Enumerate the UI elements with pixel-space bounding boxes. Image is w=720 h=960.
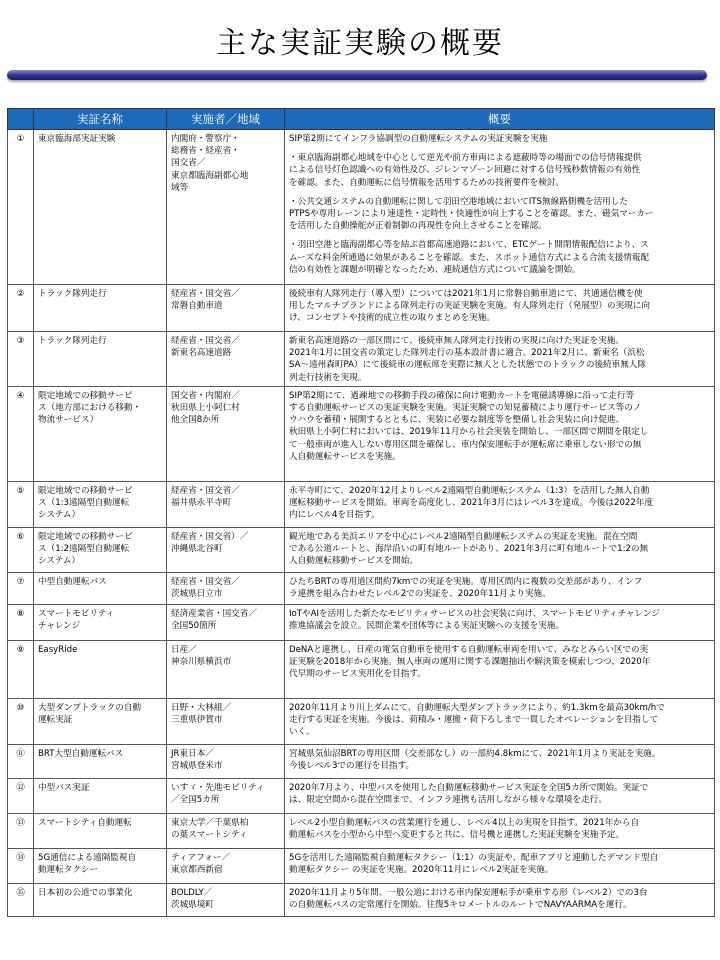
summary-line: 動運転バスを小型から中型へ変更すると共に、信号機と連携した実証実験を実施予定。 xyxy=(289,830,625,841)
row-number: ⑭ xyxy=(8,848,34,883)
summary-line: 宮城県気仙沼BRTの専用区間（交差部なし）の一部約4.8kmにて、2021年1月より実証を実施。 xyxy=(289,748,661,759)
experiment-name-line: 中型自動運転バス xyxy=(38,576,107,587)
summary-paragraph xyxy=(289,748,710,772)
summary-line: 2020年11月より5年間、一般公道における車内保安運転手が乗車する形（レベル2）での3台 xyxy=(289,887,648,898)
experiment-summary xyxy=(285,813,715,848)
table-row xyxy=(8,527,715,572)
summary-paragraph xyxy=(289,576,710,600)
summary-line: 人自動運転移動サービスを開始。 xyxy=(289,556,418,567)
summary-line: 代早期のサービス実用化を目指す。 xyxy=(289,669,426,680)
summary-line: 動運転タクシー の実証を実施。2020年11月にレベル2実証を実施。 xyxy=(289,865,554,876)
summary-line: SIP第2期にてインフラ協調型の自動運転システムの実証実験を実施 xyxy=(289,134,548,144)
experiment-name-line: 中型バス実証 xyxy=(38,782,90,793)
organization-line: 経産省・国交省）／ xyxy=(171,531,249,542)
organization-region xyxy=(167,883,285,916)
organization-line: 日野・大林組／ xyxy=(171,702,232,713)
summary-line: け、コンセプトや技術的成立性の取りまとめを実施。 xyxy=(289,313,495,324)
organization-line: BOLDLY／ xyxy=(171,887,213,898)
summary-line: 秋田県上小阿仁村においては、2019年11月から社会実装を開始し、一部区間で期間を限定し xyxy=(289,427,649,438)
experiment-name-line: システム） xyxy=(38,556,81,567)
experiment-name-line: ス（地方部における移動・ xyxy=(38,403,142,414)
summary-paragraph xyxy=(289,817,710,841)
organization-region xyxy=(167,572,285,604)
summary-line: 列走行技術を実現。 xyxy=(289,372,367,383)
experiment-name xyxy=(34,332,167,387)
summary-line: 永平寺町にて、2020年12月よりレベル2遠隔型自動運転システム（1:3）を活用した無人自動 xyxy=(289,485,650,496)
organization-region xyxy=(167,640,285,698)
summary-paragraph xyxy=(289,335,710,384)
summary-line: の自動運転バスの定常運行を開始。往復5キロメートルのルートでNAVYAARMAを運行。 xyxy=(289,900,632,911)
summary-line: 内にレベル4を目指す。 xyxy=(289,510,380,521)
summary-paragraph xyxy=(289,644,710,681)
summary-line: SA～遠州森町PA）にて後続車の運転席を実際に無人とした状態でのトラックの後続車無人隊 xyxy=(289,360,646,371)
row-number: ⑩ xyxy=(8,698,34,744)
summary-paragraph xyxy=(289,239,710,276)
experiment-name-line: 限定地域での移動サービ xyxy=(38,531,133,542)
experiment-summary xyxy=(285,848,715,883)
summary-line: を活用した自動操舵が正着制御の再現性を向上させることを確認。 xyxy=(289,221,547,232)
organization-line: 東京都西新宿 xyxy=(171,865,223,876)
experiment-summary xyxy=(285,332,715,387)
row-number: ⑥ xyxy=(8,527,34,572)
header-number xyxy=(8,109,34,130)
organization-region xyxy=(167,813,285,848)
summary-line: ひたちBRTの専用道区間約7kmでの実証を実施。専用区間内に複数の交差部があり、インフ xyxy=(289,576,643,587)
experiment-name xyxy=(34,883,167,916)
experiment-name-line: 動運転タクシー xyxy=(38,865,99,876)
organization-line: 他全国8か所 xyxy=(171,415,220,426)
summary-paragraph xyxy=(289,485,710,522)
organization-line: いすゞ・先進モビリティ xyxy=(171,782,265,793)
experiment-name xyxy=(34,813,167,848)
summary-line: 証実験を2018年から実施。無人車両の運用に関する課題抽出や解決策を模索しつつ、2020年 xyxy=(289,657,651,668)
experiment-summary xyxy=(285,285,715,332)
experiment-summary xyxy=(285,386,715,481)
summary-line: ・公共交通システムの自動運転に関して羽田空港地域においてITS無線路側機を活用した xyxy=(289,196,628,207)
experiment-name xyxy=(34,848,167,883)
organization-line: 国交省／ xyxy=(171,158,206,169)
summary-line: いく。 xyxy=(289,727,315,738)
summary-line: 観光地である美浜エリアを中心にレベル2遠隔型自動運転システムの実証を実施。混在空間 xyxy=(289,531,638,542)
summary-paragraph xyxy=(289,196,710,233)
experiment-name xyxy=(34,640,167,698)
organization-line: 域等 xyxy=(171,182,189,193)
organization-region xyxy=(167,130,285,285)
organization-line: 新東名高速道路 xyxy=(171,348,232,359)
experiment-name xyxy=(34,604,167,640)
organization-line: 経産省・国交省／ xyxy=(171,336,240,346)
summary-line: 新東名高速道路の一部区間にて、後続車無人隊列走行技術の実現に向けた実証を実施。 xyxy=(289,336,624,346)
summary-line: 用したマルチブランドによる隊列走行の実証実験を実施。有人隊列走行（発展型）の実現に向 xyxy=(289,301,650,312)
organization-line: 宮城県登米市 xyxy=(171,761,223,772)
summary-line: ムーズな料金所通過に効果があることを確認。また、スポット通信方式による合流支援情報配 xyxy=(289,252,650,263)
organization-region xyxy=(167,332,285,387)
experiment-name-line: 限定地域での移動サービ xyxy=(38,485,133,496)
experiment-name xyxy=(34,285,167,332)
experiment-name-line: スマートシティ自動運転 xyxy=(38,817,132,828)
experiment-name-line: 東京臨海部実証実験 xyxy=(38,134,116,144)
experiment-name xyxy=(34,778,167,813)
experiment-name-line: トラック隊列走行 xyxy=(38,336,107,346)
summary-paragraph xyxy=(289,702,710,739)
summary-line: SIP第2期にて、過疎地での移動手段の確保に向け電動カートを電磁誘導線に沿って走行等 xyxy=(289,390,635,401)
experiment-name xyxy=(34,527,167,572)
row-number: ⑦ xyxy=(8,572,34,604)
table-row xyxy=(8,640,715,698)
summary-line: する自動運転サービスの実証実験を実施。実証実験での知見蓄積により運行サービス等のノ xyxy=(289,403,642,414)
row-number: ⑫ xyxy=(8,778,34,813)
row-number: ③ xyxy=(8,332,34,387)
experiment-name-line: EasyRide xyxy=(38,644,78,655)
experiment-name xyxy=(34,386,167,481)
organization-region xyxy=(167,386,285,481)
organization-line: 経産省・国交省／ xyxy=(171,289,240,299)
summary-paragraph xyxy=(289,288,710,325)
experiment-name xyxy=(34,572,167,604)
row-number: ⑬ xyxy=(8,813,34,848)
organization-line: ティアフォー／ xyxy=(171,852,231,863)
summary-line: ・羽田空港と臨海副都心等を結ぶ首都高速道路において、ETCゲート開閉情報配信により、ス xyxy=(289,240,649,251)
summary-line: は、限定空間から混在空間まで、インフラ連携も活用しながら様々な環境を走行。 xyxy=(289,795,607,806)
organization-line: JR東日本／ xyxy=(171,748,214,759)
summary-paragraph xyxy=(289,887,710,911)
summary-paragraph xyxy=(289,133,710,145)
summary-line: である公道ルートと、海岸沿いの町有地ルートがあり、2021年3月に町有地ルートで1:2の無 xyxy=(289,544,649,555)
experiment-name-line: 限定地域での移動サービ xyxy=(38,390,133,401)
experiment-name-line: BRT大型自動運転バス xyxy=(38,748,124,759)
experiment-summary xyxy=(285,778,715,813)
header-name: 実証名称 xyxy=(34,109,167,130)
summary-paragraph xyxy=(289,782,710,806)
summary-line: IoTやAIを活用した新たなモビリティサービスの社会実装に向け、スマートモビリティチャレンジ xyxy=(289,608,660,619)
organization-line: 総務省・経産省・ xyxy=(171,146,240,157)
organization-region xyxy=(167,744,285,778)
row-number: ⑤ xyxy=(8,481,34,527)
summary-line: 走行する実証を実施。今後は、荷積み・運搬・荷下ろしまで一貫したオペレーションを目指して xyxy=(289,715,659,726)
experiment-name xyxy=(34,481,167,527)
experiment-name-line: 大型ダンプトラックの自動 xyxy=(38,702,142,713)
summary-line: て一般車両が進入しない専用区間を確保し、車内保安運転手が運転席に乗車しない形での無 xyxy=(289,439,642,450)
experiment-summary xyxy=(285,481,715,527)
title-underline-bar xyxy=(7,70,707,80)
summary-line: ・東京臨海副都心地域を中心として逆光や前方車両による遮蔽時等の場面での信号情報提供 xyxy=(289,153,642,164)
table-row xyxy=(8,813,715,848)
organization-region xyxy=(167,527,285,572)
organization-line: 東京大学／千葉県柏 xyxy=(171,817,249,828)
row-number: ⑮ xyxy=(8,883,34,916)
summary-line: 人自動運転サービスを実施。 xyxy=(289,451,401,462)
organization-line: 日産／ xyxy=(171,644,197,655)
organization-line: 全国50箇所 xyxy=(171,621,217,632)
paragraph-gap xyxy=(289,189,710,196)
summary-paragraph xyxy=(289,152,710,189)
organization-line: 福井県永平寺町 xyxy=(171,498,232,509)
experiment-summary xyxy=(285,572,715,604)
table-body xyxy=(8,130,715,917)
row-number: ⑨ xyxy=(8,640,34,698)
row-number: ⑪ xyxy=(8,744,34,778)
organization-line: 経済産業省・国交省／ xyxy=(171,608,257,619)
table-row xyxy=(8,572,715,604)
summary-paragraph xyxy=(289,852,710,876)
table-row xyxy=(8,386,715,481)
table-header-row xyxy=(8,109,715,130)
experiment-name-line: トラック隊列走行 xyxy=(38,289,107,299)
summary-paragraph xyxy=(289,608,710,632)
summary-line: 信の有効性と課題が明確となったため、連続通信方式について議論を開始。 xyxy=(289,264,581,275)
header-summary: 概要 xyxy=(285,109,715,130)
summary-line: ラ連携を組み合わせたレベル2での実証を、2020年11月より実施。 xyxy=(289,589,551,600)
paragraph-gap xyxy=(289,145,710,152)
table-row xyxy=(8,778,715,813)
row-number: ⑧ xyxy=(8,604,34,640)
summary-line: 2020年7月より、中型バスを使用した自動運転移動サービス実証を全国5カ所で開始。実証で xyxy=(289,782,649,793)
summary-line: レベル2小型自動運転バスの営業運行を通し、レベル4以上の実現を目指す。2021年から自 xyxy=(289,817,640,828)
table-row xyxy=(8,604,715,640)
summary-line: ウハウを蓄積・展開するとともに、実装に必要な制度等を整備し社会実装に向け促進。 xyxy=(289,415,625,426)
row-number: ② xyxy=(8,285,34,332)
organization-region xyxy=(167,778,285,813)
summary-paragraph xyxy=(289,390,710,463)
organization-line: 内閣府・警察庁・ xyxy=(171,134,240,144)
page-title: 主な実証実験の概要 xyxy=(216,26,504,61)
experiment-name xyxy=(34,744,167,778)
experiment-summary xyxy=(285,744,715,778)
experiment-name-line: チャレンジ xyxy=(38,621,81,632)
organization-line: 経産省・国交省／ xyxy=(171,485,240,496)
experiments-table xyxy=(7,108,715,917)
experiment-name-line: 運転実証 xyxy=(38,715,73,726)
experiment-summary xyxy=(285,130,715,285)
experiment-name-line: 5G通信による遠隔監視自 xyxy=(38,852,137,863)
summary-line: 今後レベル3での運行を目指す。 xyxy=(289,761,415,772)
organization-region xyxy=(167,848,285,883)
organization-region xyxy=(167,481,285,527)
organization-region xyxy=(167,698,285,744)
organization-line: 経産省・国交省／ xyxy=(171,576,240,587)
organization-line: 茨城県日立市 xyxy=(171,589,223,600)
table-row xyxy=(8,848,715,883)
organization-line: 沖縄県北谷町 xyxy=(171,544,223,555)
experiment-name-line: 日本初の公道での事業化 xyxy=(38,887,133,898)
experiment-summary xyxy=(285,604,715,640)
summary-line: 後続車有人隊列走行（導入型）については2021年1月に常磐自動車道にて、共通通信機を使 xyxy=(289,289,643,299)
summary-line: による信号灯色認識への有効性及び、ジレンマゾーン回避に対する信号残秒数情報の有効性 xyxy=(289,165,641,176)
experiment-summary xyxy=(285,527,715,572)
table-row xyxy=(8,883,715,916)
summary-line: 運転移動サービスを開始。車両を高度化し、2021年3月にはレベル3を達成。今後は2022年度 xyxy=(289,498,654,509)
organization-region xyxy=(167,604,285,640)
organization-line: 秋田県上小阿仁村 xyxy=(171,403,240,414)
table-row xyxy=(8,332,715,387)
organization-line: 神奈川県横浜市 xyxy=(171,657,232,668)
header-organization: 実施者／地域 xyxy=(167,109,285,130)
table-row xyxy=(8,481,715,527)
summary-line: DeNAと連携し、日産の電気自動車を使用する自動運転車両を用いて、みなとみらい区での実 xyxy=(289,644,649,655)
row-number: ④ xyxy=(8,386,34,481)
organization-line: の葉スマートシティ xyxy=(171,830,248,841)
experiment-name-line: システム） xyxy=(38,510,81,521)
experiment-name xyxy=(34,698,167,744)
organization-line: 三重県伊賀市 xyxy=(171,715,223,726)
table-row xyxy=(8,744,715,778)
table-row xyxy=(8,130,715,285)
summary-line: を確認。また、自動運転に信号情報を活用するための技術要件を検討。 xyxy=(289,177,565,188)
experiment-summary xyxy=(285,883,715,916)
experiment-name-line: 物流サービス） xyxy=(38,415,99,426)
table-row xyxy=(8,698,715,744)
summary-line: 推進協議会を設立。民間企業や団体等による実証実験への支援を実施。 xyxy=(289,621,565,632)
summary-line: PTPSや専用レーンにより速達性・定時性・快適性が向上することを確認。また、磁気マーカー xyxy=(289,209,654,220)
organization-region xyxy=(167,285,285,332)
paragraph-gap xyxy=(289,232,710,239)
summary-line: 5Gを活用した遠隔監視自動運転タクシー（1:1）の実証や、配車アプリと連動したデマンド型自 xyxy=(289,852,659,863)
table-row xyxy=(8,285,715,332)
row-number: ① xyxy=(8,130,34,285)
organization-line: ／全国5カ所 xyxy=(171,795,220,806)
organization-line: 茨城県境町 xyxy=(171,900,214,911)
experiment-name-line: ス（1:2遠隔型自動運転 xyxy=(38,544,130,555)
organization-line: 東京都臨海副都心地 xyxy=(171,170,249,181)
experiment-summary xyxy=(285,640,715,698)
summary-paragraph xyxy=(289,531,710,568)
experiment-summary xyxy=(285,698,715,744)
experiment-name xyxy=(34,130,167,285)
summary-line: 2020年11月より川上ダムにて、自動運転大型ダンプトラックにより、約1.3kmを最高30km/hで xyxy=(289,702,665,713)
experiment-name-line: スマートモビリティ xyxy=(38,608,115,619)
organization-line: 国交省・内閣府／ xyxy=(171,390,240,401)
summary-line: 2021年1月に国交省の策定した隊列走行の基本設計書に適合。2021年2月に、新東名（浜松 xyxy=(289,348,645,359)
organization-line: 常磐自動車道 xyxy=(171,301,223,312)
experiment-name-line: ス（1:3遠隔型自動運転 xyxy=(38,498,130,509)
